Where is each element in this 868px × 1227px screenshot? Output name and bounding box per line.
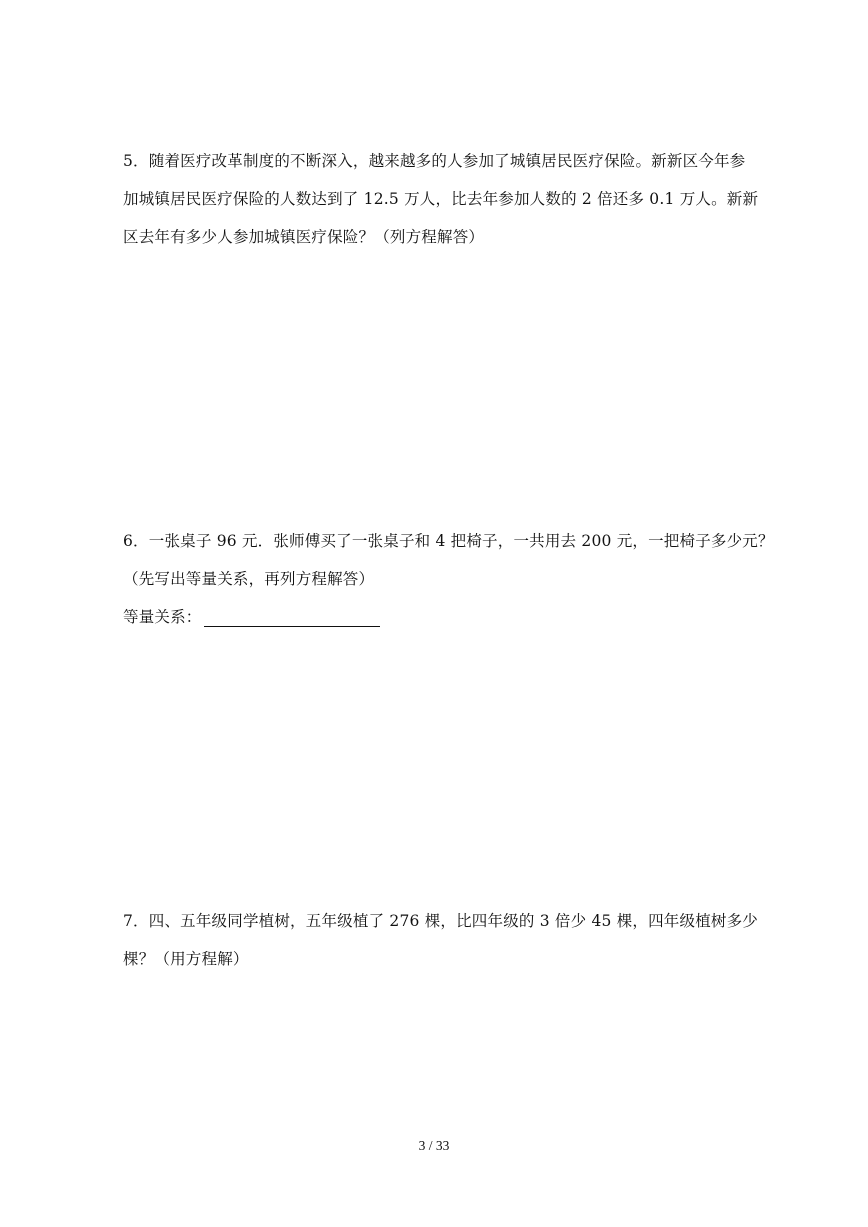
problem-6-line-1: 6．一张桌子 96 元．张师傅买了一张桌子和 4 把椅子，一共用去 200 元，一把椅子多少元？	[123, 532, 774, 550]
problem-5-line-1: 5．随着医疗改革制度的不断深入，越来越多的人参加了城镇居民医疗保险。新新区今年参	[123, 152, 746, 170]
problem-5-line-3: 区去年有多少人参加城镇医疗保险？（列方程解答）	[123, 228, 485, 246]
problem-7-line-2: 棵？（用方程解）	[123, 950, 249, 968]
equal-relation-row	[123, 607, 380, 627]
page-number: 3 / 33	[418, 1138, 450, 1153]
problem-7-line-1: 7．四、五年级同学植树，五年级植了 276 棵，比四年级的 3 倍少 45 棵，四年级植树多少	[123, 912, 758, 930]
equal-relation-answer-blank[interactable]	[204, 610, 380, 627]
problem-5-line-2: 加城镇居民医疗保险的人数达到了 12.5 万人，比去年参加人数的 2 倍还多 0.1 万人。新新	[123, 190, 759, 208]
equal-relation-label: 等量关系：	[123, 608, 202, 626]
problem-6-line-2: （先写出等量关系，再列方程解答）	[123, 570, 375, 588]
